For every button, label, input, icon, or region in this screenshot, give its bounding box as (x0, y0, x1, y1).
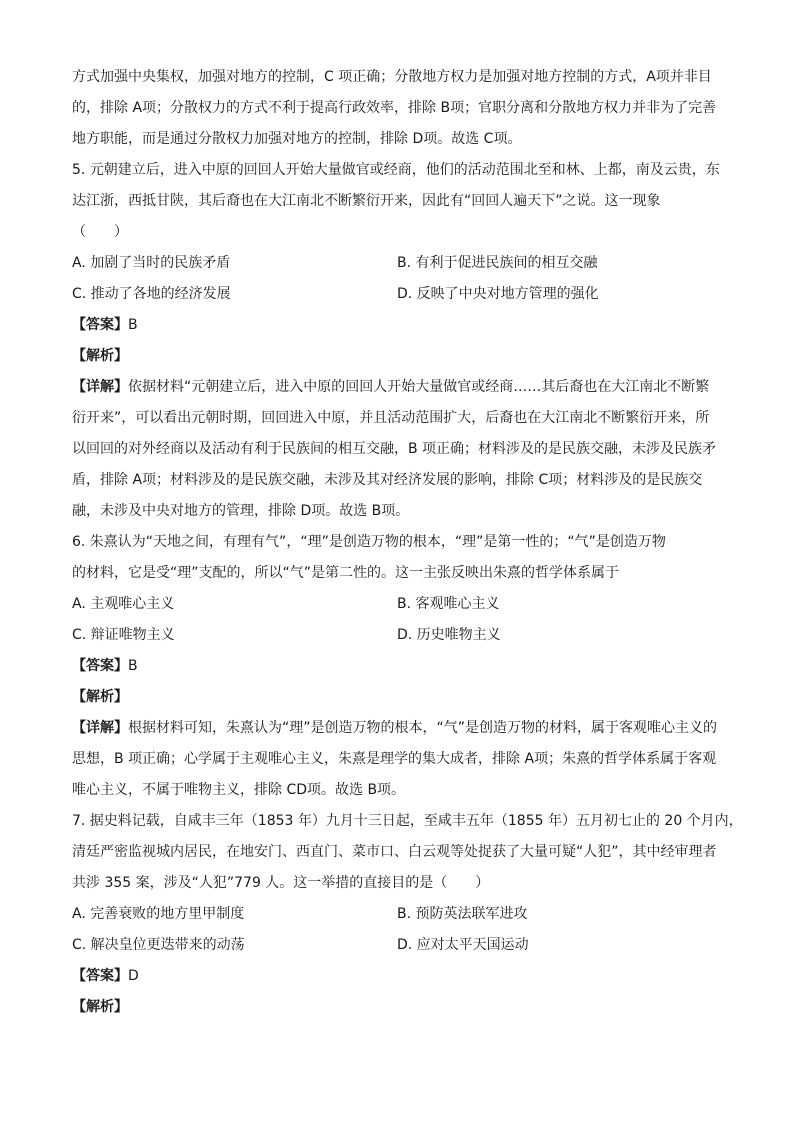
text-line: 地方职能，而是通过分散权力加强对地方的控制，排除 D项。故选 C项。 (72, 131, 522, 147)
question-5-stem: 达江浙，西抵甘陕，其后裔也在大江南北不断繁衍开来，因此有“回回人遍天下”之说。这一现象 (72, 193, 661, 209)
option-a: A. 加剧了当时的民族矛盾 (72, 255, 231, 271)
option-c: C. 解决皇位更迭带来的动荡 (72, 937, 245, 953)
question-7-options-row (72, 930, 722, 961)
analysis-label: 【解析】 (72, 348, 128, 364)
question-6-options-row (72, 620, 722, 651)
option-b: B. 有利于促进民族间的相互交融 (397, 255, 598, 271)
answer-line (72, 310, 722, 341)
answer-label: 【答案】 (72, 658, 128, 674)
question-6-stem: 的材料，它是受“理”支配的，所以“气”是第二性的。这一主张反映出朱熹的哲学体系属于 (72, 565, 620, 581)
answer-value: B (128, 658, 138, 674)
option-b: B. 预防英法联军进攻 (397, 906, 528, 922)
detail-line: 融，未涉及中央对地方的管理，排除 D项。故选 B项。 (72, 503, 410, 519)
analysis-label: 【解析】 (72, 999, 128, 1015)
answer-label: 【答案】 (72, 968, 128, 984)
answer-value: D (128, 968, 139, 984)
detail-line: 【详解】依据材料“元朝建立后，进入中原的回回人开始大量做官或经商……其后裔也在大江南北不断繁 (72, 379, 710, 395)
answer-label: 【答案】 (72, 317, 128, 333)
document-page (72, 62, 743, 1023)
option-d: D. 历史唯物主义 (397, 627, 501, 643)
analysis-label: 【解析】 (72, 689, 128, 705)
question-6-options-row (72, 589, 722, 620)
detail-line: 思想，B 项正确；心学属于主观唯心主义，朱熹是理学的集大成者，排除 A项；朱熹的哲学体系属于客观 (72, 751, 717, 767)
option-b: B. 客观唯心主义 (397, 596, 500, 612)
question-5-stem: 5. 元朝建立后，进入中原的回回人开始大量做官或经商，他们的活动范围北至和林、上都，南及云贵，东 (72, 162, 720, 178)
detail-label: 【详解】 (72, 720, 128, 736)
question-5-options-row (72, 248, 722, 279)
answer-value: B (128, 317, 138, 333)
text-line: 的，排除 A项；分散权力的方式不利于提高行政效率，排除 B项；官职分离和分散地方权力并非为了完善 (72, 100, 717, 116)
option-a: A. 主观唯心主义 (72, 596, 175, 612)
detail-line: 衍开来”，可以看出元朝时期，回回进入中原，并且活动范围扩大，后裔也在大江南北不断繁衍开来，所 (72, 410, 710, 426)
detail-line: 唯心主义，不属于唯物主义，排除 CD项。故选 B项。 (72, 782, 406, 798)
answer-line (72, 961, 722, 992)
question-7-stem: 7. 据史料记载，自咸丰三年（1853 年）九月十三日起，至咸丰五年（1855 年）五月初七止的 20 个月内， (72, 813, 743, 829)
option-a: A. 完善衰败的地方里甲制度 (72, 906, 245, 922)
question-5-options-row (72, 279, 722, 310)
detail-line: 盾，排除 A项；材料涉及的是民族交融，未涉及其对经济发展的影响，排除 C项；材料涉及的是民族交 (72, 472, 703, 488)
question-7-options-row (72, 899, 722, 930)
answer-line (72, 651, 722, 682)
question-5-stem: （ ） (72, 224, 128, 240)
option-d: D. 应对太平天国运动 (397, 937, 529, 953)
question-6-stem: 6. 朱熹认为“天地之间，有理有气”，“理”是创造万物的根本，“理”是第一性的；“气”是创造万物 (72, 534, 666, 550)
text-line: 方式加强中央集权，加强对地方的控制，C 项正确；分散地方权力是加强对地方控制的方式，A项并非目 (72, 69, 712, 85)
question-7-stem: 清廷严密监视城内居民，在地安门、西直门、菜市口、白云观等处捉获了大量可疑“人犯”，其中经审理者 (72, 844, 717, 860)
question-7-stem: 共涉 355 案，涉及“人犯”779 人。这一举措的直接目的是（ ） (72, 875, 490, 891)
detail-line: 以回回的对外经商以及活动有利于民族间的相互交融，B 项正确；材料涉及的是民族交融，未涉及民族矛 (72, 441, 717, 457)
detail-label: 【详解】 (72, 379, 128, 395)
option-d: D. 反映了中央对地方管理的强化 (397, 286, 599, 302)
option-c: C. 推动了各地的经济发展 (72, 286, 231, 302)
option-c: C. 辩证唯物主义 (72, 627, 175, 643)
detail-line: 【详解】根据材料可知，朱熹认为“理”是创造万物的根本，“气”是创造万物的材料，属于客观唯心主义的 (72, 720, 718, 736)
